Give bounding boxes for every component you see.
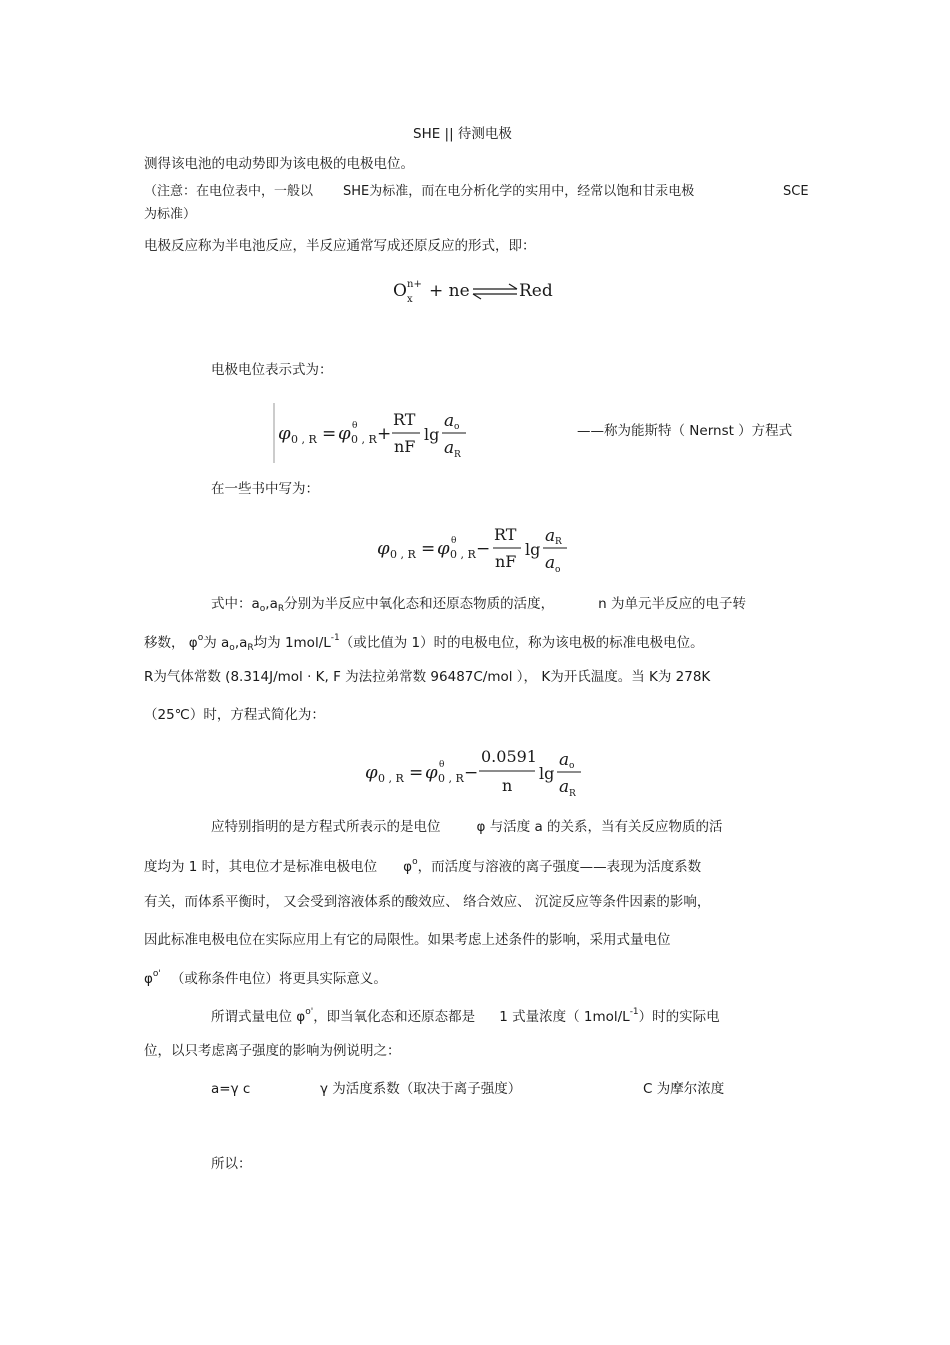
equals-sign: = [322, 424, 337, 444]
a-r-sub: R [454, 450, 461, 460]
terms2-a: 移数， φ [144, 635, 198, 651]
rt-numerator: RT [393, 410, 416, 429]
explain1-b: φ 与活度 a 的关系，当有关反应物质的活 [476, 819, 723, 835]
minus-sign: − [464, 763, 479, 783]
terms-text-a: 式中：a [211, 596, 260, 612]
explain-line-5 [144, 970, 387, 987]
phi-standard-sub: 0 , R [351, 433, 377, 446]
paragraph-1: 测得该电池的电动势即为该电极的电极电位。 [144, 156, 414, 172]
nf-denominator: nF [495, 552, 517, 571]
note-line [144, 185, 694, 198]
terms2-e: （或比值为 1）时的电极电位，称为该电极的标准电极电位。 [339, 635, 704, 651]
sup-o: o [197, 633, 204, 643]
theta-mark: θ [439, 760, 445, 770]
ox-symbol: O [393, 281, 407, 301]
theta-mark: θ [352, 421, 358, 431]
sup-neg1: -1 [330, 633, 340, 643]
ox-subscript: x [407, 294, 413, 305]
note-part-2: SHE为标准，而在电分析化学的实用中，经常以饱和甘汞电极 [343, 184, 695, 199]
explain2-c: ，而活度与溶液的离子强度——表现为活度系数 [417, 859, 702, 875]
half-reaction-equation [385, 274, 565, 310]
a-o-numerator: a [559, 750, 570, 770]
a-r-denominator: a [559, 777, 570, 797]
phi-standard-sub: 0 , R [438, 772, 464, 785]
plus-sign: + [377, 424, 392, 444]
phi-lhs: φ [365, 762, 378, 783]
formal1-b: ，即当氧化态和还原态都是 [313, 1009, 476, 1025]
phi-lhs-sub: 0 , R [291, 433, 317, 446]
gamma-definition: γ 为活度系数（取决于离子强度） [320, 1081, 522, 1097]
a-r-sub: R [569, 789, 576, 799]
explain2-b: φ [403, 859, 413, 875]
explain5-a: φ [144, 971, 153, 987]
sub-o: o [229, 643, 235, 653]
nernst-equation-alt [373, 518, 583, 580]
sub-r: R [277, 604, 285, 614]
terms-text-c: 分别为半反应中氧化态和还原态物质的活度， [284, 596, 555, 612]
simplified-nernst-equation [361, 742, 591, 804]
terms2-c: ,a [234, 635, 248, 651]
explain1-a: 应特别指明的是方程式所表示的是电位 [211, 819, 441, 835]
explain2-a: 度均为 1 时，其电位才是标准电极电位 [144, 859, 378, 875]
formal-line-1 [211, 1008, 720, 1025]
phi-standard: φ [437, 538, 450, 559]
rt-numerator: RT [494, 525, 517, 544]
lg-symbol: lg [525, 540, 541, 559]
activity-formula: a=γ c [211, 1081, 251, 1097]
formal1-a: 所谓式量电位 φ [211, 1009, 306, 1025]
formal1-d: ）时的实际电 [638, 1009, 720, 1025]
a-r-sub: R [555, 537, 562, 547]
sup-oprime: o' [305, 1007, 314, 1017]
a-o-sub: o [454, 422, 460, 432]
lg-symbol: lg [539, 764, 555, 783]
terms2-b: 为 a [203, 635, 230, 651]
sup-neg1: -1 [629, 1007, 639, 1017]
explain-line-4: 因此标准电极电位在实际应用上有它的局限性。如果考虑上述条件的影响，采用式量电位 [144, 932, 671, 948]
nernst-equation [272, 403, 482, 465]
phi-lhs-sub: 0 , R [378, 772, 404, 785]
phi-standard-sub: 0 , R [450, 548, 476, 561]
minus-sign: − [476, 539, 491, 559]
sub-o: o [259, 604, 266, 614]
nf-denominator: nF [394, 437, 416, 456]
const-numerator: 0.0591 [481, 747, 537, 766]
a-o-sub: o [555, 565, 561, 575]
therefore-label: 所以： [211, 1156, 252, 1172]
a-o-sub: o [569, 761, 575, 771]
equals-sign: = [409, 763, 424, 783]
phi-standard: φ [338, 423, 351, 444]
n-denominator: n [502, 776, 513, 795]
explain-line-2 [144, 858, 701, 875]
note-sce: SCE [783, 184, 809, 199]
nernst-label: ——称为能斯特（ Nernst ）方程式 [577, 423, 793, 439]
sub-r: R [247, 643, 254, 653]
theta-mark: θ [451, 536, 457, 546]
page-title: SHE || 待测电极 [413, 126, 512, 142]
explain-line-3: 有关，而体系平衡时， 又会受到溶液体系的酸效应、 络合效应、 沉淀反应等条件因素的影响， [144, 894, 711, 910]
a-o-numerator: a [444, 411, 455, 431]
paragraph-4: 在一些书中写为： [211, 481, 319, 497]
phi-lhs-sub: 0 , R [390, 548, 416, 561]
explain5-b: （或称条件电位）将更具实际意义。 [170, 971, 387, 987]
a-r-numerator: a [545, 526, 556, 546]
equals-sign: = [421, 539, 436, 559]
a-r-denominator: a [444, 438, 455, 458]
phi-standard: φ [425, 762, 438, 783]
sup-oprime: o' [152, 969, 161, 979]
ox-superscript: n+ [407, 279, 422, 290]
note-part-1: （注意：在电位表中，一般以 [144, 184, 314, 199]
terms-text-d: n 为单元半反应的电子转 [598, 596, 746, 612]
c-definition: C 为摩尔浓度 [643, 1081, 725, 1097]
phi-lhs: φ [377, 538, 390, 559]
paragraph-2: 电极反应称为半电池反应，半反应通常写成还原反应的形式，即： [144, 238, 536, 254]
note-end: 为标准） [144, 207, 197, 222]
terms-text-b: ,a [265, 596, 278, 612]
phi-lhs: φ [278, 423, 291, 444]
formal1-c: 1 式量浓度（ 1mol/L [499, 1009, 630, 1025]
lg-symbol: lg [424, 425, 440, 444]
terms-line-4: （25℃）时，方程式简化为： [144, 707, 325, 723]
sup-o: o [412, 857, 418, 867]
terms-line-3: R为气体常数 (8.314J/mol · K, F 为法拉弟常数 96487C/mol ）， K为开氏温度。当 K为 278K [144, 669, 711, 685]
equilibrium-arrow-icon [473, 284, 517, 299]
a-o-denominator: a [545, 553, 556, 573]
terms-line-2 [144, 634, 704, 653]
terms2-d: 均为 1mol/L [253, 635, 331, 651]
red-symbol: Red [519, 281, 553, 301]
plus-ne: + ne [429, 281, 470, 301]
paragraph-3: 电极电位表示式为： [211, 362, 333, 378]
formal-line-2: 位，以只考虑离子强度的影响为例说明之： [144, 1043, 401, 1059]
explain-line-1 [211, 821, 723, 835]
terms-line-1 [211, 598, 746, 614]
